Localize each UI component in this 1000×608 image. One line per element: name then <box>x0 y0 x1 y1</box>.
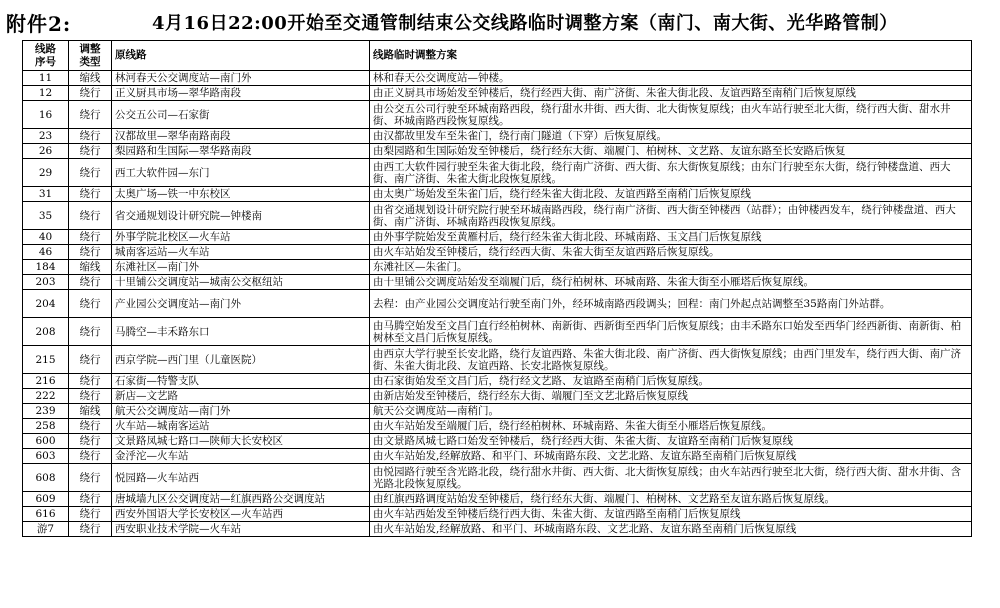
header-adjust-type <box>69 41 112 71</box>
header-temp-plan: 线路临时调整方案 <box>370 41 972 71</box>
table-row <box>23 419 972 434</box>
table-row <box>23 449 972 464</box>
temp-plan-cell: 由文景路凤城七路口始发至钟楼后，绕行经西大街、朱雀大街、友谊路至南稍门后恢复原线 <box>370 434 972 449</box>
adjust-type-cell: 绕行 <box>69 245 112 260</box>
route-no-cell: 608 <box>23 464 69 492</box>
original-route-cell: 公交五公司—石家街 <box>112 101 370 129</box>
temp-plan-cell: 由悦园路行驶至含光路北段，绕行甜水井街、西大街、北大街恢复原线；由火车站西行驶至北大街，绕行西大街、甜水井街、含光路北段恢复原线。 <box>370 464 972 492</box>
route-no-cell: 23 <box>23 129 69 144</box>
original-route-cell: 城南客运站—火车站 <box>112 245 370 260</box>
temp-plan-cell: 由火车站西始发至钟楼后绕行西大街、朱雀大街、友谊西路至南稍门后恢复原线 <box>370 507 972 522</box>
table-row <box>23 404 972 419</box>
original-route-cell: 航天公交调度站—南门外 <box>112 404 370 419</box>
route-no-cell: 11 <box>23 71 69 86</box>
table-row <box>23 101 972 129</box>
adjust-type-cell: 绕行 <box>69 275 112 290</box>
original-route-cell: 十里铺公交调度站—城南公交枢纽站 <box>112 275 370 290</box>
temp-plan-cell: 由西京大学行驶至长安北路，绕行友谊西路、朱雀大街北段、南广济街、西大街恢复原线；由西门里发车，绕行西大街、南广济街、朱雀大街北段、友谊西路、长安北路恢复原线。 <box>370 346 972 374</box>
original-route-cell: 省交通规划设计研究院—钟楼南 <box>112 202 370 230</box>
header-route-no <box>23 41 69 71</box>
table-row <box>23 389 972 404</box>
route-no-cell: 239 <box>23 404 69 419</box>
temp-plan-cell: 由火车站始发,经解放路、和平门、环城南路东段、文艺北路、友谊东路至南稍门后恢复原线 <box>370 522 972 537</box>
temp-plan-cell: 由红旗西路调度站始发至钟楼后，绕行经东大街、端履门、柏树林、文艺路至友谊东路后恢复原线。 <box>370 492 972 507</box>
route-no-cell: 35 <box>23 202 69 230</box>
adjust-type-cell: 绕行 <box>69 522 112 537</box>
adjust-type-cell: 绕行 <box>69 101 112 129</box>
adjust-type-cell: 绕行 <box>69 492 112 507</box>
adjust-type-cell: 绕行 <box>69 464 112 492</box>
route-no-cell: 29 <box>23 159 69 187</box>
adjust-type-cell: 绕行 <box>69 129 112 144</box>
original-route-cell: 汉都故里—翠华南路南段 <box>112 129 370 144</box>
temp-plan-cell: 由火车站始发至钟楼后，绕行经西大街、朱雀大街至友谊西路后恢复原线。 <box>370 245 972 260</box>
header-original-route: 原线路 <box>112 41 370 71</box>
route-no-cell: 616 <box>23 507 69 522</box>
adjust-type-cell: 绕行 <box>69 159 112 187</box>
original-route-cell: 产业园公交调度站—南门外 <box>112 290 370 318</box>
original-route-cell: 梨园路和生国际—翠华路南段 <box>112 144 370 159</box>
attachment-label: 附件2: <box>6 12 72 36</box>
table-row <box>23 230 972 245</box>
temp-plan-cell: 由火车站始发,经解放路、和平门、环城南路东段、文艺北路、友谊东路至南稍门后恢复原线 <box>370 449 972 464</box>
temp-plan-cell: 由梨园路和生国际始发至钟楼后，绕行经东大街、端履门、柏树林、文艺路、友谊东路至长安路后恢复 <box>370 144 972 159</box>
table-row <box>23 129 972 144</box>
adjust-type-cell: 绕行 <box>69 419 112 434</box>
adjust-type-cell: 绕行 <box>69 290 112 318</box>
route-no-cell: 16 <box>23 101 69 129</box>
adjust-type-cell: 缩线 <box>69 260 112 275</box>
route-no-cell: 216 <box>23 374 69 389</box>
route-no-cell: 游7 <box>23 522 69 537</box>
route-no-cell: 215 <box>23 346 69 374</box>
original-route-cell: 西京学院—西门里（儿童医院） <box>112 346 370 374</box>
temp-plan-cell: 由外事学院始发至黄雁村后，绕行经朱雀大街北段、环城南路、玉文昌门后恢复原线 <box>370 230 972 245</box>
title-row <box>6 4 996 38</box>
temp-plan-cell: 由石家街始发至文昌门后，绕行经文艺路、友谊路至南稍门后恢复原线。 <box>370 374 972 389</box>
route-no-cell: 203 <box>23 275 69 290</box>
original-route-cell: 新店—文艺路 <box>112 389 370 404</box>
table-row <box>23 434 972 449</box>
table-row <box>23 144 972 159</box>
table-row <box>23 346 972 374</box>
original-route-cell: 唐城墙九区公交调度站—红旗西路公交调度站 <box>112 492 370 507</box>
adjust-type-cell: 缩线 <box>69 404 112 419</box>
original-route-cell: 金泘沱—火车站 <box>112 449 370 464</box>
temp-plan-cell: 航天公交调度站—南稍门。 <box>370 404 972 419</box>
adjust-type-cell: 绕行 <box>69 187 112 202</box>
adjust-type-cell: 绕行 <box>69 144 112 159</box>
route-no-cell: 31 <box>23 187 69 202</box>
table-header-row <box>23 41 972 71</box>
route-no-cell: 40 <box>23 230 69 245</box>
route-adjustment-table <box>22 40 972 537</box>
route-no-cell: 46 <box>23 245 69 260</box>
route-no-cell: 184 <box>23 260 69 275</box>
temp-plan-cell: 由太奥广场始发至朱雀门后，绕行经朱雀大街北段、友谊西路至南稍门后恢复原线 <box>370 187 972 202</box>
route-no-cell: 204 <box>23 290 69 318</box>
adjust-type-cell: 绕行 <box>69 230 112 245</box>
original-route-cell: 文景路凤城七路口—陕师大长安校区 <box>112 434 370 449</box>
adjust-type-cell: 绕行 <box>69 86 112 101</box>
temp-plan-cell: 由西工大软件园行驶至朱雀大街北段，绕行南广济街、西大街、东大街恢复原线；由东门行驶至东大街，绕行钟楼盘道、西大街、南广济街、朱雀大街北段恢复原线。 <box>370 159 972 187</box>
adjust-type-cell: 绕行 <box>69 202 112 230</box>
header-adjust-type-label: 调整 类型 <box>79 42 101 68</box>
adjust-type-cell: 绕行 <box>69 434 112 449</box>
route-no-cell: 12 <box>23 86 69 101</box>
table-body <box>23 71 972 537</box>
temp-plan-cell: 由汉都故里发车至朱雀门，绕行南门隧道（下穿）后恢复原线。 <box>370 129 972 144</box>
temp-plan-cell: 由正义厨具市场始发至钟楼后，绕行经西大街、南广济街、朱雀大街北段、友谊西路至南稍门后恢复原线 <box>370 86 972 101</box>
temp-plan-cell: 去程：由产业园公交调度站行驶至南门外，经环城南路西段调头；回程：南门外起点站调整至35路南门外站群。 <box>370 290 972 318</box>
table-row <box>23 159 972 187</box>
original-route-cell: 太奥广场—铁一中东校区 <box>112 187 370 202</box>
adjust-type-cell: 绕行 <box>69 449 112 464</box>
adjust-type-cell: 绕行 <box>69 389 112 404</box>
temp-plan-cell: 林和春天公交调度站—钟楼。 <box>370 71 972 86</box>
table-row <box>23 290 972 318</box>
adjust-type-cell: 绕行 <box>69 374 112 389</box>
table-row <box>23 245 972 260</box>
original-route-cell: 石家街—特警支队 <box>112 374 370 389</box>
table-row <box>23 318 972 346</box>
route-no-cell: 258 <box>23 419 69 434</box>
original-route-cell: 林河春天公交调度站—南门外 <box>112 71 370 86</box>
route-no-cell: 222 <box>23 389 69 404</box>
table-row <box>23 260 972 275</box>
table-row <box>23 374 972 389</box>
original-route-cell: 东滩社区—南门外 <box>112 260 370 275</box>
original-route-cell: 外事学院北校区—火车站 <box>112 230 370 245</box>
table-row <box>23 492 972 507</box>
table-row <box>23 507 972 522</box>
document-title: 4月16日22:00开始至交通管制结束公交线路临时调整方案（南门、南大街、光华路管制） <box>152 13 898 34</box>
temp-plan-cell: 由公交五公司行驶至环城南路西段，绕行甜水井街、西大街、北大街恢复原线；由火车站行驶至北大街，绕行西大街、甜水井街、环城南路西段恢复原线。 <box>370 101 972 129</box>
temp-plan-cell: 由省交通规划设计研究院行驶至环城南路西段，绕行南广济街、西大街至钟楼西（站群）；由钟楼西发车，绕行钟楼盘道、西大街、南广济街、环城南路西段恢复原线。 <box>370 202 972 230</box>
route-no-cell: 600 <box>23 434 69 449</box>
route-no-cell: 26 <box>23 144 69 159</box>
adjust-type-cell: 绕行 <box>69 318 112 346</box>
original-route-cell: 马腾空—丰禾路东口 <box>112 318 370 346</box>
table-row <box>23 187 972 202</box>
original-route-cell: 西工大软件园—东门 <box>112 159 370 187</box>
temp-plan-cell: 东滩社区—朱雀门。 <box>370 260 972 275</box>
table-row <box>23 71 972 86</box>
route-no-cell: 208 <box>23 318 69 346</box>
original-route-cell: 火车站—城南客运站 <box>112 419 370 434</box>
route-no-cell: 609 <box>23 492 69 507</box>
temp-plan-cell: 由马腾空始发至文昌门直行经柏树林、南新街、西新街至西华门后恢复原线；由丰禾路东口始发至西华门经西新街、南新街、柏树林至文昌门后恢复原线。 <box>370 318 972 346</box>
temp-plan-cell: 由十里铺公交调度站始发至端履门后，绕行柏树林、环城南路、朱雀大街至小雁塔后恢复原线。 <box>370 275 972 290</box>
table-row <box>23 522 972 537</box>
table-row <box>23 202 972 230</box>
table-row <box>23 464 972 492</box>
table-row <box>23 86 972 101</box>
adjust-type-cell: 绕行 <box>69 507 112 522</box>
original-route-cell: 正义厨具市场—翠华路南段 <box>112 86 370 101</box>
adjust-type-cell: 绕行 <box>69 346 112 374</box>
adjust-type-cell: 缩线 <box>69 71 112 86</box>
route-no-cell: 603 <box>23 449 69 464</box>
temp-plan-cell: 由火车站始发至端履门后，绕行经柏树林、环城南路、朱雀大街至小雁塔后恢复原线。 <box>370 419 972 434</box>
original-route-cell: 西安职业技术学院—火车站 <box>112 522 370 537</box>
header-route-no-label: 线路 序号 <box>35 42 56 68</box>
temp-plan-cell: 由新店始发至钟楼后，绕行经东大街、端履门至文艺北路后恢复原线 <box>370 389 972 404</box>
original-route-cell: 悦园路—火车站西 <box>112 464 370 492</box>
table-row <box>23 275 972 290</box>
original-route-cell: 西安外国语大学长安校区—火车站西 <box>112 507 370 522</box>
